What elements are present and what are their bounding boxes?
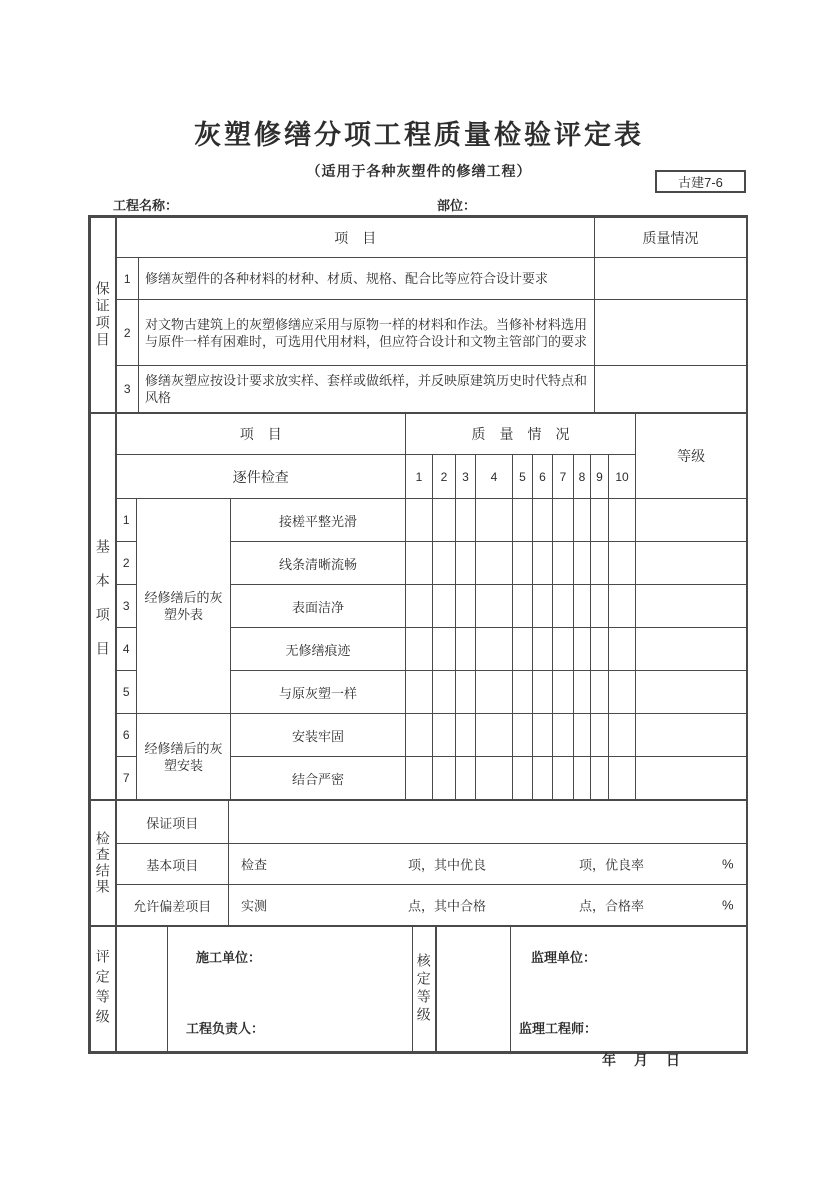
quality-cell <box>574 585 591 628</box>
contractor-signature-cell <box>168 927 413 1052</box>
quality-cell <box>513 671 533 714</box>
result-row-content <box>229 844 747 885</box>
quality-col-header: 10 <box>609 455 636 499</box>
quality-col-header: 5 <box>513 455 533 499</box>
basic-check-label: 逐件检查 <box>116 455 406 499</box>
quality-cell <box>406 542 433 585</box>
quality-cell <box>553 628 574 671</box>
result-row-content <box>229 801 747 844</box>
quality-cell <box>574 714 591 757</box>
guarantee-item-header: 项 目 <box>116 218 595 258</box>
result-row-content <box>229 885 747 926</box>
basic-row-number: 5 <box>116 671 137 714</box>
quality-cell <box>406 585 433 628</box>
quality-situation-cell <box>595 258 747 300</box>
quality-cell <box>533 714 553 757</box>
quality-cell <box>433 714 456 757</box>
quality-cell <box>456 757 476 800</box>
grade-cell <box>636 499 747 542</box>
guarantee-row-number: 3 <box>116 366 139 413</box>
supervisor-signature-cell <box>511 927 747 1052</box>
quality-cell <box>433 585 456 628</box>
result-row <box>91 885 747 926</box>
supervisor-label: 监理单位： <box>531 950 597 965</box>
result-points-label: 点，其中合格 <box>408 898 487 914</box>
quality-cell <box>476 585 513 628</box>
supervisor-engineer-label: 监理工程师： <box>519 1021 598 1036</box>
basic-row-number: 1 <box>116 499 137 542</box>
guarantee-row-text: 对文物古建筑上的灰塑修缮应采用与原物一样的材料和作法。当修补材料选用与原件一样有困难时，可选用代用材料，但应符合设计和文物主管部门的要求 <box>139 300 595 366</box>
result-percent-sign: % <box>722 897 734 913</box>
guarantee-header-row <box>91 218 747 258</box>
result-check-label: 检查 <box>241 857 268 873</box>
grade-cell <box>636 585 747 628</box>
result-row <box>91 844 747 885</box>
quality-col-header: 2 <box>433 455 456 499</box>
quality-col-header: 7 <box>553 455 574 499</box>
quality-cell <box>456 671 476 714</box>
basic-group-label: 经修缮后的灰塑外表 <box>137 499 231 714</box>
result-row <box>91 801 747 844</box>
quality-cell <box>591 542 609 585</box>
basic-item-text: 结合严密 <box>231 757 406 800</box>
location-label: 部位： <box>437 198 477 213</box>
grade-cell <box>636 714 747 757</box>
quality-cell <box>433 499 456 542</box>
quality-col-header: 3 <box>456 455 476 499</box>
quality-cell <box>609 499 636 542</box>
quality-cell <box>513 542 533 585</box>
quality-cell <box>574 542 591 585</box>
quality-cell <box>591 757 609 800</box>
form-code-box <box>655 170 746 193</box>
basic-item-text: 无修缮痕迹 <box>231 628 406 671</box>
guarantee-side-label: 保证项目 <box>91 218 116 413</box>
basic-row-number: 2 <box>116 542 137 585</box>
quality-cell <box>591 628 609 671</box>
quality-cell <box>456 585 476 628</box>
quality-situation-cell <box>595 300 747 366</box>
main-table <box>88 215 748 1054</box>
basic-item-text: 安装牢固 <box>231 714 406 757</box>
quality-cell <box>591 499 609 542</box>
result-row-label: 允许偏差项目 <box>116 885 229 926</box>
quality-cell <box>433 542 456 585</box>
quality-cell <box>533 671 553 714</box>
evaluation-section <box>90 926 747 1052</box>
quality-situation-cell <box>595 366 747 413</box>
quality-cell <box>609 671 636 714</box>
basic-item-text: 接槎平整光滑 <box>231 499 406 542</box>
result-items-label: 项，其中优良 <box>408 857 487 873</box>
quality-cell <box>609 714 636 757</box>
quality-cell <box>513 628 533 671</box>
quality-cell <box>476 628 513 671</box>
quality-cell <box>533 757 553 800</box>
quality-cell <box>553 714 574 757</box>
result-row-label: 基本项目 <box>116 844 229 885</box>
basic-grade-header: 等级 <box>636 414 747 499</box>
quality-cell <box>591 585 609 628</box>
evaluation-side-label: 评定等级 <box>91 927 116 1052</box>
guarantee-quality-header: 质量情况 <box>595 218 747 258</box>
quality-col-header: 4 <box>476 455 513 499</box>
grade-cell <box>636 671 747 714</box>
guarantee-row <box>91 366 747 413</box>
grade-cell <box>636 542 747 585</box>
form-subtitle: （适用于各种灰塑件的修缮工程） <box>306 163 532 179</box>
result-side-label: 检查结果 <box>91 801 116 926</box>
verify-grade-side-label: 核定等级 <box>413 927 436 1052</box>
quality-cell <box>456 628 476 671</box>
quality-cell <box>553 542 574 585</box>
guarantee-row-number: 2 <box>116 300 139 366</box>
quality-cell <box>513 757 533 800</box>
project-name-label: 工程名称： <box>113 198 179 213</box>
quality-cell <box>553 757 574 800</box>
basic-row <box>91 714 747 757</box>
quality-cell <box>574 499 591 542</box>
basic-row-number: 4 <box>116 628 137 671</box>
basic-row <box>91 499 747 542</box>
quality-col-header: 8 <box>574 455 591 499</box>
quality-cell <box>456 542 476 585</box>
result-section <box>90 800 747 926</box>
quality-cell <box>609 628 636 671</box>
basic-item-text: 表面洁净 <box>231 585 406 628</box>
grade-cell <box>636 757 747 800</box>
quality-cell <box>476 499 513 542</box>
quality-cell <box>433 628 456 671</box>
quality-cell <box>406 714 433 757</box>
quality-cell <box>553 585 574 628</box>
quality-cell <box>609 757 636 800</box>
quality-cell <box>533 499 553 542</box>
quality-cell <box>609 585 636 628</box>
quality-cell <box>591 671 609 714</box>
result-measure-label: 实测 <box>241 898 268 914</box>
quality-cell <box>476 757 513 800</box>
grade-cell <box>636 628 747 671</box>
project-manager-label: 工程负责人： <box>186 1021 265 1036</box>
contractor-label: 施工单位： <box>196 950 262 965</box>
basic-item-text: 线条清晰流畅 <box>231 542 406 585</box>
quality-cell <box>433 757 456 800</box>
evaluation-row <box>91 927 747 1052</box>
quality-cell <box>433 671 456 714</box>
basic-row-number: 6 <box>116 714 137 757</box>
quality-col-header: 9 <box>591 455 609 499</box>
quality-cell <box>553 671 574 714</box>
quality-cell <box>533 585 553 628</box>
result-row-label: 保证项目 <box>116 801 229 844</box>
quality-cell <box>476 714 513 757</box>
basic-section <box>90 413 747 800</box>
quality-cell <box>406 499 433 542</box>
quality-cell <box>513 499 533 542</box>
basic-quality-header: 质 量 情 况 <box>406 414 636 455</box>
guarantee-row-text: 修缮灰塑应按设计要求放实样、套样或做纸样，并反映原建筑历史时代特点和风格 <box>139 366 595 413</box>
basic-row-number: 3 <box>116 585 137 628</box>
result-rate-label: 项，优良率 <box>579 857 645 873</box>
quality-cell <box>609 542 636 585</box>
verify-grade-cell <box>436 927 511 1052</box>
evaluation-grade-cell <box>116 927 168 1052</box>
basic-header-row-1 <box>91 414 747 455</box>
quality-cell <box>533 542 553 585</box>
guarantee-row <box>91 300 747 366</box>
quality-cell <box>406 757 433 800</box>
quality-cell <box>513 585 533 628</box>
quality-cell <box>406 671 433 714</box>
quality-cell <box>533 628 553 671</box>
guarantee-row-number: 1 <box>116 258 139 300</box>
basic-item-text: 与原灰塑一样 <box>231 671 406 714</box>
quality-col-header: 6 <box>533 455 553 499</box>
basic-item-header: 项 目 <box>116 414 406 455</box>
basic-group-label: 经修缮后的灰塑安装 <box>137 714 231 800</box>
quality-cell <box>553 499 574 542</box>
result-percent-sign: % <box>722 856 734 872</box>
quality-cell <box>476 671 513 714</box>
guarantee-section <box>90 217 747 413</box>
basic-side-label: 基本项目 <box>91 414 116 800</box>
date-line: 年 月 日 <box>602 1052 682 1068</box>
quality-col-header: 1 <box>406 455 433 499</box>
quality-cell <box>513 714 533 757</box>
quality-cell <box>456 714 476 757</box>
result-pass-rate-label: 点，合格率 <box>579 898 645 914</box>
guarantee-row <box>91 258 747 300</box>
quality-cell <box>456 499 476 542</box>
quality-cell <box>574 628 591 671</box>
guarantee-row-text: 修缮灰塑件的各种材料的材种、材质、规格、配合比等应符合设计要求 <box>139 258 595 300</box>
form-code: 古建7-6 <box>678 175 723 190</box>
quality-cell <box>574 757 591 800</box>
basic-row-number: 7 <box>116 757 137 800</box>
quality-cell <box>406 628 433 671</box>
quality-cell <box>591 714 609 757</box>
form-title: 灰塑修缮分项工程质量检验评定表 <box>194 120 644 150</box>
quality-cell <box>574 671 591 714</box>
quality-cell <box>476 542 513 585</box>
